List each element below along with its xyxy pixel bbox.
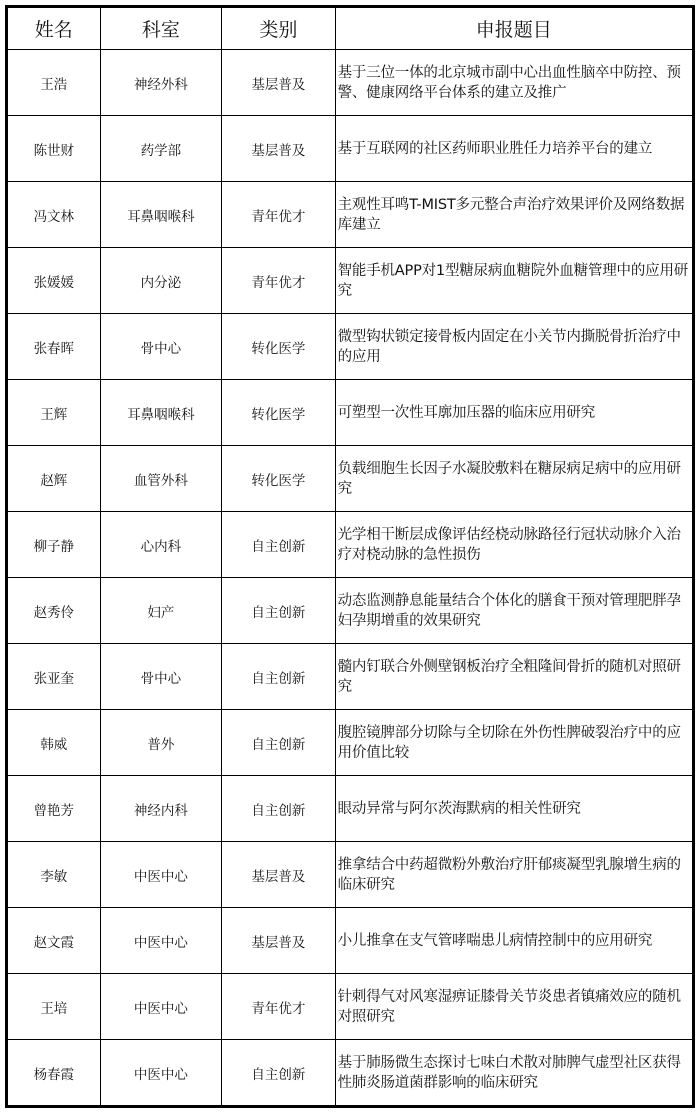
- table-row: [7, 776, 694, 842]
- cell-name: 张亚奎: [7, 644, 101, 710]
- table-row: [7, 314, 694, 380]
- cell-department: 中医中心: [100, 842, 221, 908]
- cell-category: 自主创新: [222, 710, 336, 776]
- cell-department: 血管外科: [100, 446, 221, 512]
- cell-name: 曾艳芳: [7, 776, 101, 842]
- cell-title: 可塑型一次性耳廓加压器的临床应用研究: [335, 380, 693, 446]
- cell-title: 基于肺肠微生态探讨七味白术散对肺脾气虚型社区获得性肺炎肠道菌群影响的临床研究: [335, 1040, 693, 1107]
- cell-title: 腹腔镜脾部分切除与全切除在外伤性脾破裂治疗中的应用价值比较: [335, 710, 693, 776]
- cell-department: 中医中心: [100, 1040, 221, 1107]
- cell-category: 转化医学: [222, 314, 336, 380]
- cell-title: 微型钩状锁定接骨板内固定在小关节内撕脱骨折治疗中的应用: [335, 314, 693, 380]
- cell-title: 推拿结合中药超微粉外敷治疗肝郁痰凝型乳腺增生病的临床研究: [335, 842, 693, 908]
- cell-title: 小儿推拿在支气管哮喘患儿病情控制中的应用研究: [335, 908, 693, 974]
- cell-category: 青年优才: [222, 248, 336, 314]
- cell-name: 李敏: [7, 842, 101, 908]
- cell-name: 杨春霞: [7, 1040, 101, 1107]
- cell-title: 眼动异常与阿尔茨海默病的相关性研究: [335, 776, 693, 842]
- cell-category: 基层普及: [222, 908, 336, 974]
- header-category: 类别: [222, 7, 336, 50]
- header-department: 科室: [100, 7, 221, 50]
- header-row: [7, 7, 694, 50]
- cell-name: 张春晖: [7, 314, 101, 380]
- cell-title: 髓内钉联合外侧壁钢板治疗全粗隆间骨折的随机对照研究: [335, 644, 693, 710]
- table-row: [7, 1040, 694, 1107]
- cell-title: 动态监测静息能量结合个体化的膳食干预对管理肥胖孕妇孕期增重的效果研究: [335, 578, 693, 644]
- cell-name: 赵辉: [7, 446, 101, 512]
- header-title: 申报题目: [335, 7, 693, 50]
- table-row: [7, 116, 694, 182]
- cell-title: 基于三位一体的北京城市副中心出血性脑卒中防控、预警、健康网络平台体系的建立及推广: [335, 50, 693, 116]
- cell-title: 主观性耳鸣T-MIST多元整合声治疗效果评价及网络数据库建立: [335, 182, 693, 248]
- cell-name: 赵秀伶: [7, 578, 101, 644]
- cell-department: 药学部: [100, 116, 221, 182]
- cell-title: 基于互联网的社区药师职业胜任力培养平台的建立: [335, 116, 693, 182]
- table-row: [7, 50, 694, 116]
- cell-title: 负载细胞生长因子水凝胶敷料在糖尿病足病中的应用研究: [335, 446, 693, 512]
- cell-title: 光学相干断层成像评估经桡动脉路径行冠状动脉介入治疗对桡动脉的急性损伤: [335, 512, 693, 578]
- cell-category: 转化医学: [222, 380, 336, 446]
- table-row: [7, 380, 694, 446]
- cell-name: 王浩: [7, 50, 101, 116]
- cell-department: 神经内科: [100, 776, 221, 842]
- cell-category: 基层普及: [222, 50, 336, 116]
- cell-department: 中医中心: [100, 908, 221, 974]
- cell-category: 自主创新: [222, 1040, 336, 1107]
- table-row: [7, 182, 694, 248]
- table-row: [7, 248, 694, 314]
- cell-department: 神经外科: [100, 50, 221, 116]
- table-row: [7, 578, 694, 644]
- table-row: [7, 644, 694, 710]
- cell-name: 赵文霞: [7, 908, 101, 974]
- table-row: [7, 710, 694, 776]
- cell-title: 针刺得气对风寒湿痹证膝骨关节炎患者镇痛效应的随机对照研究: [335, 974, 693, 1040]
- cell-department: 内分泌: [100, 248, 221, 314]
- cell-name: 陈世财: [7, 116, 101, 182]
- cell-category: 青年优才: [222, 974, 336, 1040]
- table-row: [7, 974, 694, 1040]
- cell-department: 普外: [100, 710, 221, 776]
- project-table: [5, 5, 695, 1108]
- cell-department: 骨中心: [100, 644, 221, 710]
- cell-category: 基层普及: [222, 116, 336, 182]
- table-row: [7, 446, 694, 512]
- cell-department: 耳鼻咽喉科: [100, 182, 221, 248]
- cell-department: 心内科: [100, 512, 221, 578]
- cell-department: 耳鼻咽喉科: [100, 380, 221, 446]
- cell-department: 妇产: [100, 578, 221, 644]
- cell-category: 自主创新: [222, 578, 336, 644]
- cell-department: 中医中心: [100, 974, 221, 1040]
- cell-category: 基层普及: [222, 842, 336, 908]
- table-row: [7, 512, 694, 578]
- cell-name: 韩威: [7, 710, 101, 776]
- cell-name: 王培: [7, 974, 101, 1040]
- table-row: [7, 842, 694, 908]
- cell-category: 转化医学: [222, 446, 336, 512]
- cell-category: 青年优才: [222, 182, 336, 248]
- cell-name: 王辉: [7, 380, 101, 446]
- header-name: 姓名: [7, 7, 101, 50]
- cell-category: 自主创新: [222, 776, 336, 842]
- cell-name: 柳子静: [7, 512, 101, 578]
- cell-name: 张媛媛: [7, 248, 101, 314]
- cell-category: 自主创新: [222, 644, 336, 710]
- table-row: [7, 908, 694, 974]
- cell-category: 自主创新: [222, 512, 336, 578]
- cell-name: 冯文林: [7, 182, 101, 248]
- cell-title: 智能手机APP对1型糖尿病血糖院外血糖管理中的应用研究: [335, 248, 693, 314]
- cell-department: 骨中心: [100, 314, 221, 380]
